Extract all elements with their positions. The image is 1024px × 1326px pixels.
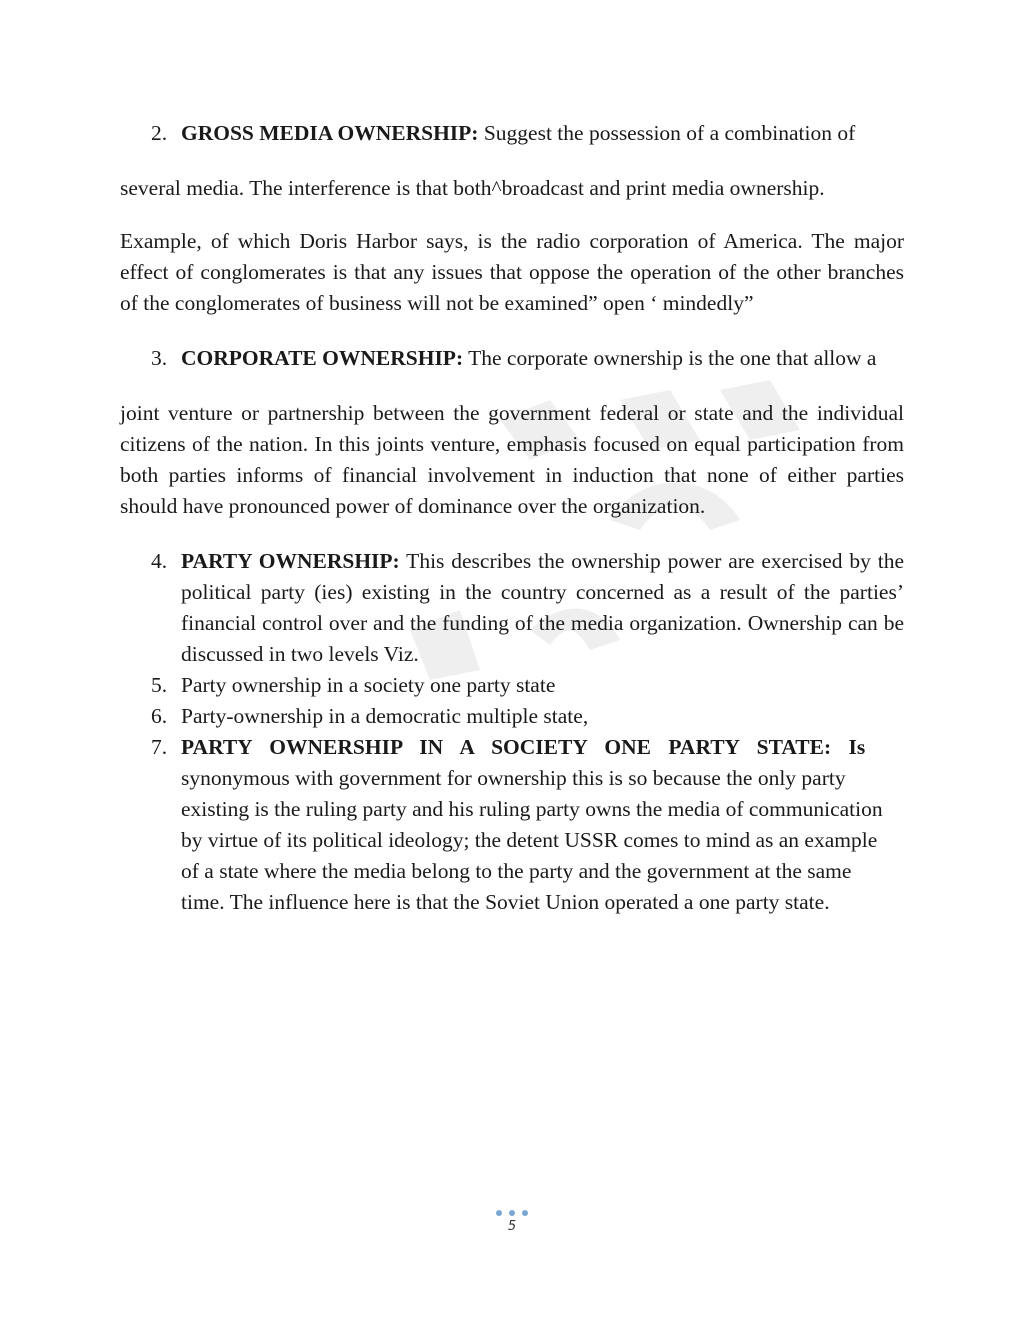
list-item-4 <box>151 546 904 670</box>
list-number: 6. <box>151 704 168 728</box>
list-text: The corporate ownership is the one that allow a <box>463 346 877 370</box>
paragraph: joint venture or partnership between the government federal or state and the individual citizens of the nation. In this joints venture, emphasis focused on equal participation from both parties informs of financial involvement in induction that none of either parties should have pronounced power of dominance over the organization. <box>120 401 904 518</box>
list-item-3 <box>151 343 904 374</box>
list-heading: PARTY OWNERSHIP IN A SOCIETY ONE PARTY STATE: Is <box>181 735 866 759</box>
list-line: synonymous with government for ownership this is so because the only party <box>181 766 846 790</box>
list-text: Suggest the possession of a combination of <box>478 121 856 145</box>
document-page <box>120 118 904 918</box>
list-item-2 <box>151 118 904 149</box>
list-number: 7. <box>151 735 168 759</box>
list-line: of a state where the media belong to the party and the government at the same <box>181 859 852 883</box>
list-text: Party-ownership in a democratic multiple state, <box>181 704 589 728</box>
list-line: time. The influence here is that the Soviet Union operated a one party state. <box>181 890 830 914</box>
paragraph: Example, of which Doris Harbor says, is the radio corporation of America. The major effect of conglomerates is that any issues that oppose the operation of the other branches of the conglomerates of business will not be examined” open ‘ mindedly” <box>120 229 904 315</box>
list-number: 2. <box>151 121 168 145</box>
paragraph: several media. The interference is that both^broadcast and print media ownership. <box>120 176 825 200</box>
page-footer <box>0 1210 1024 1234</box>
list-heading: GROSS MEDIA OWNERSHIP: <box>181 121 479 145</box>
list-number: 3. <box>151 346 168 370</box>
list-number: 5. <box>151 673 168 697</box>
list-item-7 <box>151 732 904 918</box>
list-line: by virtue of its political ideology; the detent USSR comes to mind as an example <box>181 828 878 852</box>
list-line: existing is the ruling party and his ruling party owns the media of communication <box>181 797 883 821</box>
list-text: Party ownership in a society one party state <box>181 673 556 697</box>
list-number: 4. <box>151 549 168 573</box>
page-number: 5 <box>507 1219 517 1234</box>
list-item-5 <box>151 670 904 701</box>
list-item-6 <box>151 701 904 732</box>
list-heading: PARTY OWNERSHIP: <box>181 549 400 573</box>
list-heading: CORPORATE OWNERSHIP: <box>181 346 464 370</box>
list-text: This describes the ownership power are exercised by the political party (ies) existing in the country concerned as a result of the parties’ financial control over and the funding of the media organization. Ownership can be discussed in two levels Viz. <box>181 549 904 666</box>
footer-dots-icon <box>0 1210 1024 1218</box>
